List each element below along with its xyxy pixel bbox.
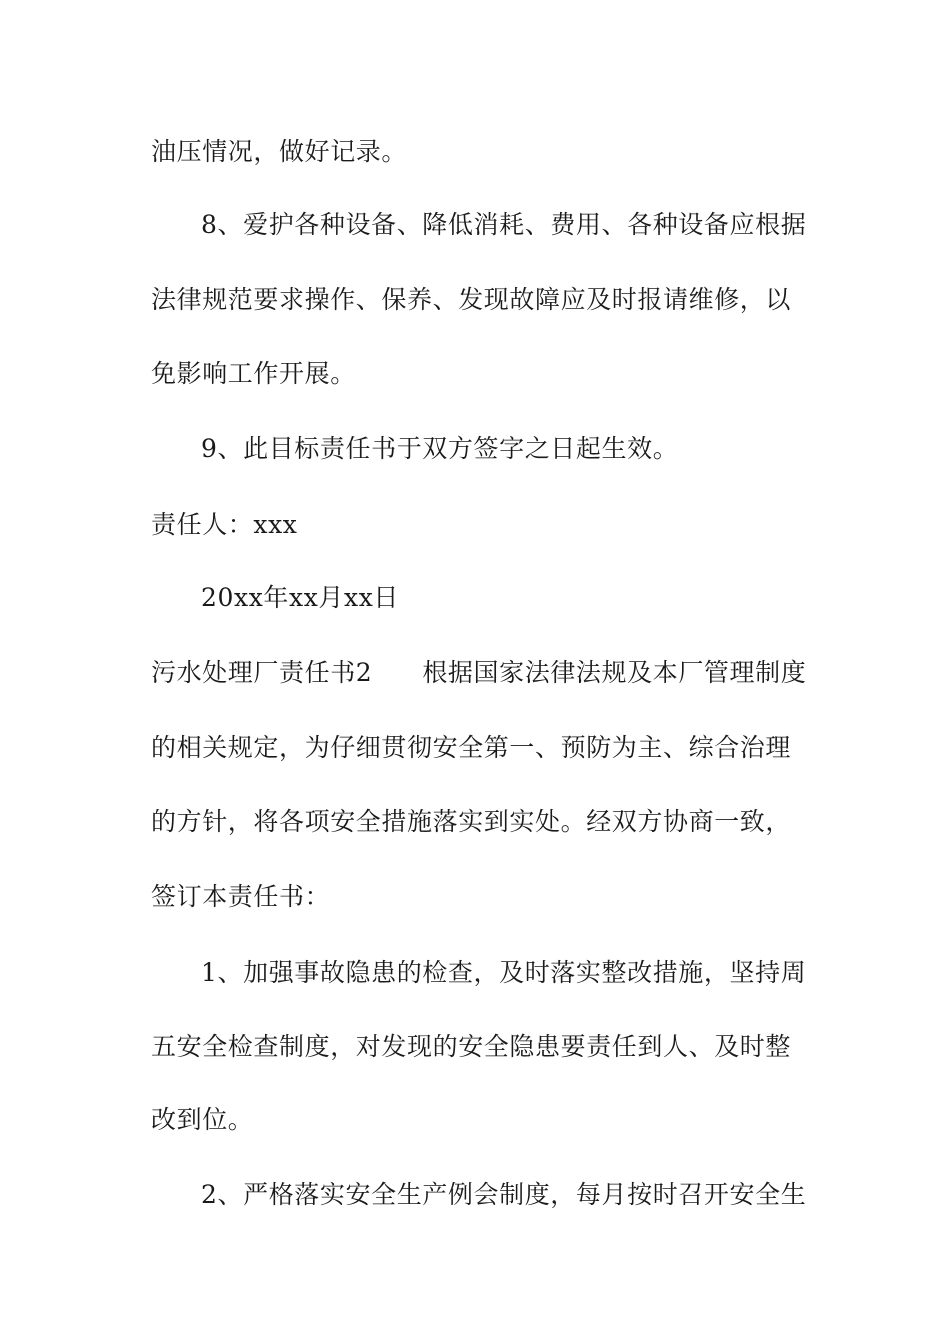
text-line: 免影响工作开展。 [151,359,356,388]
text-line: 签订本责任书： [151,882,331,911]
text-line: 改到位。 [151,1105,254,1134]
text-line: 1、加强事故隐患的检查，及时落实整改措施，坚持周 [201,958,807,987]
section-first-line [151,653,806,693]
text-line: 2、严格落实安全生产例会制度，每月按时召开安全生 [201,1180,807,1209]
section-heading: 污水处理厂责任书2 [151,658,373,687]
section-first-line-text: 根据国家法律法规及本厂管理制度 [422,658,807,687]
text-line: 油压情况，做好记录。 [151,137,408,166]
text-line: 的方针，将各项安全措施落实到实处。经双方协商一致， [151,807,792,836]
text-line: 8、爱护各种设备、降低消耗、费用、各种设备应根据 [201,210,807,239]
signatory-line: 责任人：xxx [151,510,298,539]
text-line: 9、此目标责任书于双方签字之日起生效。 [201,434,679,463]
text-line: 法律规范要求操作、保养、发现故障应及时报请维修，以 [151,285,792,314]
text-line: 的相关规定，为仔细贯彻安全第一、预防为主、综合治理 [151,733,792,762]
text-line: 五安全检查制度，对发现的安全隐患要责任到人、及时整 [151,1032,792,1061]
date-line: 20xx年xx月xx日 [201,583,400,612]
